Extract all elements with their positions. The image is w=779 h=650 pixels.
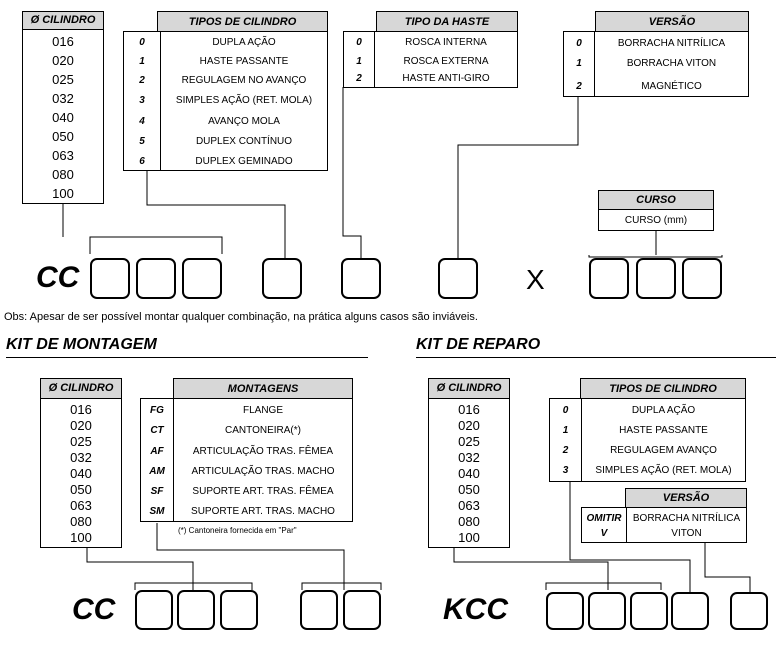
repair-diameter-value: 016 xyxy=(458,402,480,417)
repair-type-code: 1 xyxy=(562,425,569,436)
stroke-value: CURSO (mm) xyxy=(624,215,688,226)
cylinder-type-code: 6 xyxy=(139,156,145,167)
observation-note: Obs: Apesar de ser possível montar qualquer combinação, na prática alguns casos são inviáveis. xyxy=(4,311,478,323)
repair-diameter-value: 020 xyxy=(458,418,480,433)
mounting-code: CT xyxy=(150,425,164,436)
mounting-diameter-value: 016 xyxy=(70,402,92,417)
code-slot-stroke-2[interactable] xyxy=(636,258,676,299)
diameter-value: 050 xyxy=(52,129,74,144)
mounting-label: ARTICULAÇÃO TRAS. MACHO xyxy=(191,466,335,477)
cylinder-type-label: DUPLEX CONTÍNUO xyxy=(195,136,293,147)
mounting-slot-type-1[interactable] xyxy=(300,590,338,630)
repair-slot-cylinder-type[interactable] xyxy=(671,592,709,630)
diameter-value: 080 xyxy=(52,167,74,182)
version-code: 2 xyxy=(576,81,582,92)
code-slot-stroke-1[interactable] xyxy=(589,258,629,299)
repair-version-header: VERSÃO xyxy=(662,492,710,504)
cylinder-types-header-box xyxy=(157,11,328,32)
diameter-value: 100 xyxy=(52,186,74,201)
code-slot-stroke-3[interactable] xyxy=(682,258,722,299)
mounting-code: SF xyxy=(150,486,164,497)
rod-type-label: ROSCA EXTERNA xyxy=(403,56,489,67)
code-slot-diameter-3[interactable] xyxy=(182,258,222,299)
repair-diameter-value: 032 xyxy=(458,450,480,465)
version-label: BORRACHA NITRÍLICA xyxy=(617,38,726,49)
mounting-kit-rule xyxy=(6,357,368,358)
repair-diameter-value: 063 xyxy=(458,498,480,513)
mounting-slot-diameter-1[interactable] xyxy=(135,590,173,630)
diameter-value: 063 xyxy=(52,148,74,163)
diameter-header: Ø CILINDRO xyxy=(23,12,103,30)
repair-slot-diameter-3[interactable] xyxy=(630,592,668,630)
mountings-header-box xyxy=(173,378,353,399)
cylinder-type-label: HASTE PASSANTE xyxy=(199,56,289,67)
cylinder-type-code: 4 xyxy=(139,116,145,127)
rod-type-header: TIPO DA HASTE xyxy=(404,16,490,28)
cylinder-type-label: REGULAGEM NO AVANÇO xyxy=(181,75,307,86)
repair-diameter-value: 025 xyxy=(458,434,480,449)
repair-diameter-table xyxy=(428,378,510,548)
repair-type-code: 0 xyxy=(562,405,569,416)
repair-kit-rule xyxy=(416,357,776,358)
cylinder-type-label: AVANÇO MOLA xyxy=(208,116,280,127)
mounting-diameter-value: 063 xyxy=(70,498,92,513)
repair-types-header: TIPOS DE CILINDRO xyxy=(609,383,717,395)
diameter-value: 032 xyxy=(52,91,74,106)
code-prefix-cc: CC xyxy=(36,261,80,294)
cylinder-type-code: 0 xyxy=(139,37,145,48)
repair-version-label: VITON xyxy=(671,528,702,539)
diameter-value: 040 xyxy=(52,110,74,125)
mounting-label: ARTICULAÇÃO TRAS. FÊMEA xyxy=(192,446,334,457)
rod-type-label: ROSCA INTERNA xyxy=(405,37,487,48)
rod-type-table xyxy=(343,31,518,88)
mountings-header: MONTAGENS xyxy=(227,383,299,395)
version-table xyxy=(563,31,749,97)
mounting-diameter-value: 100 xyxy=(70,530,92,545)
repair-prefix-kcc: KCC xyxy=(443,593,508,626)
mounting-code: AM xyxy=(149,466,165,477)
mounting-code: AF xyxy=(150,446,164,457)
cylinder-types-table xyxy=(123,31,328,171)
mounting-label: SUPORTE ART. TRAS. FÊMEA xyxy=(192,486,334,497)
mounting-slot-diameter-2[interactable] xyxy=(177,590,215,630)
version-label: BORRACHA VITON xyxy=(626,58,717,69)
mounting-diameter-value: 020 xyxy=(70,418,92,433)
rod-type-label: HASTE ANTI-GIRO xyxy=(402,73,490,84)
version-code: 0 xyxy=(576,38,582,49)
mounting-diameter-value: 080 xyxy=(70,514,92,529)
repair-diameter-value: 040 xyxy=(458,466,480,481)
mounting-code: FG xyxy=(150,405,164,416)
mounting-diameter-header: Ø CILINDRO xyxy=(41,379,121,399)
repair-version-code: V xyxy=(600,528,608,539)
code-slot-diameter-1[interactable] xyxy=(90,258,130,299)
repair-slot-version[interactable] xyxy=(730,592,768,630)
mounting-diameter-value: 025 xyxy=(70,434,92,449)
mounting-slot-type-2[interactable] xyxy=(343,590,381,630)
version-code: 1 xyxy=(576,58,582,69)
repair-diameter-value: 050 xyxy=(458,482,480,497)
code-slot-version[interactable] xyxy=(438,258,478,299)
repair-type-code: 3 xyxy=(562,465,569,476)
code-slot-rod-type[interactable] xyxy=(341,258,381,299)
mounting-diameter-value: 050 xyxy=(70,482,92,497)
mounting-footnote: (*) Cantoneira fornecida em "Par" xyxy=(178,526,297,535)
repair-version-code: OMITIR xyxy=(586,513,622,524)
rod-type-code: 2 xyxy=(356,73,362,84)
rod-type-code: 1 xyxy=(356,56,362,67)
repair-type-code: 2 xyxy=(562,445,569,456)
version-label: MAGNÉTICO xyxy=(641,81,702,92)
cylinder-type-code: 2 xyxy=(139,75,145,86)
cylinder-type-label: DUPLEX GEMINADO xyxy=(195,156,293,167)
repair-version-header-box xyxy=(625,488,747,508)
repair-version-table xyxy=(581,507,747,543)
cylinder-type-code: 1 xyxy=(139,56,145,67)
mounting-kit-title: KIT DE MONTAGEM xyxy=(6,336,157,353)
diameter-value: 025 xyxy=(52,72,74,87)
stroke-header: CURSO xyxy=(599,191,713,210)
mounting-code: SM xyxy=(149,506,165,517)
version-header-box xyxy=(595,11,749,32)
cylinder-type-label: SIMPLES AÇÃO (RET. MOLA) xyxy=(175,95,313,106)
cylinder-type-label: DUPLA AÇÃO xyxy=(212,37,276,48)
repair-diameter-value: 100 xyxy=(458,530,480,545)
code-slot-diameter-2[interactable] xyxy=(136,258,176,299)
repair-version-label: BORRACHA NITRÍLICA xyxy=(632,513,741,524)
code-slot-cylinder-type[interactable] xyxy=(262,258,302,299)
separator-x: X xyxy=(526,264,545,295)
rod-type-code: 0 xyxy=(356,37,362,48)
cylinder-types-header: TIPOS DE CILINDRO xyxy=(188,16,297,28)
mounting-diameter-value: 032 xyxy=(70,450,92,465)
diameter-table xyxy=(22,11,104,204)
diameter-value: 020 xyxy=(52,53,74,68)
mounting-diameter-table xyxy=(40,378,122,548)
version-header: VERSÃO xyxy=(648,16,696,28)
diameter-value: 016 xyxy=(52,34,74,49)
repair-types-table xyxy=(549,398,746,482)
repair-slot-diameter-1[interactable] xyxy=(546,592,584,630)
cylinder-type-code: 5 xyxy=(139,136,145,147)
repair-types-header-box xyxy=(580,378,746,399)
repair-diameter-value: 080 xyxy=(458,514,480,529)
repair-slot-diameter-2[interactable] xyxy=(588,592,626,630)
mounting-label: CANTONEIRA(*) xyxy=(225,425,301,436)
mounting-diameter-value: 040 xyxy=(70,466,92,481)
cylinder-type-code: 3 xyxy=(139,95,145,106)
repair-kit-title: KIT DE REPARO xyxy=(416,336,541,353)
mounting-label: SUPORTE ART. TRAS. MACHO xyxy=(191,506,335,517)
mountings-table xyxy=(140,398,353,522)
rod-type-header-box xyxy=(376,11,518,32)
repair-type-label: REGULAGEM AVANÇO xyxy=(610,445,717,456)
repair-diameter-header: Ø CILINDRO xyxy=(429,379,509,399)
repair-type-label: HASTE PASSANTE xyxy=(619,425,708,436)
stroke-table xyxy=(598,190,714,231)
mounting-slot-diameter-3[interactable] xyxy=(220,590,258,630)
mounting-label: FLANGE xyxy=(242,405,283,416)
mounting-prefix-cc: CC xyxy=(72,593,116,626)
repair-type-label: SIMPLES AÇÃO (RET. MOLA) xyxy=(595,465,732,476)
repair-type-label: DUPLA AÇÃO xyxy=(631,405,696,416)
